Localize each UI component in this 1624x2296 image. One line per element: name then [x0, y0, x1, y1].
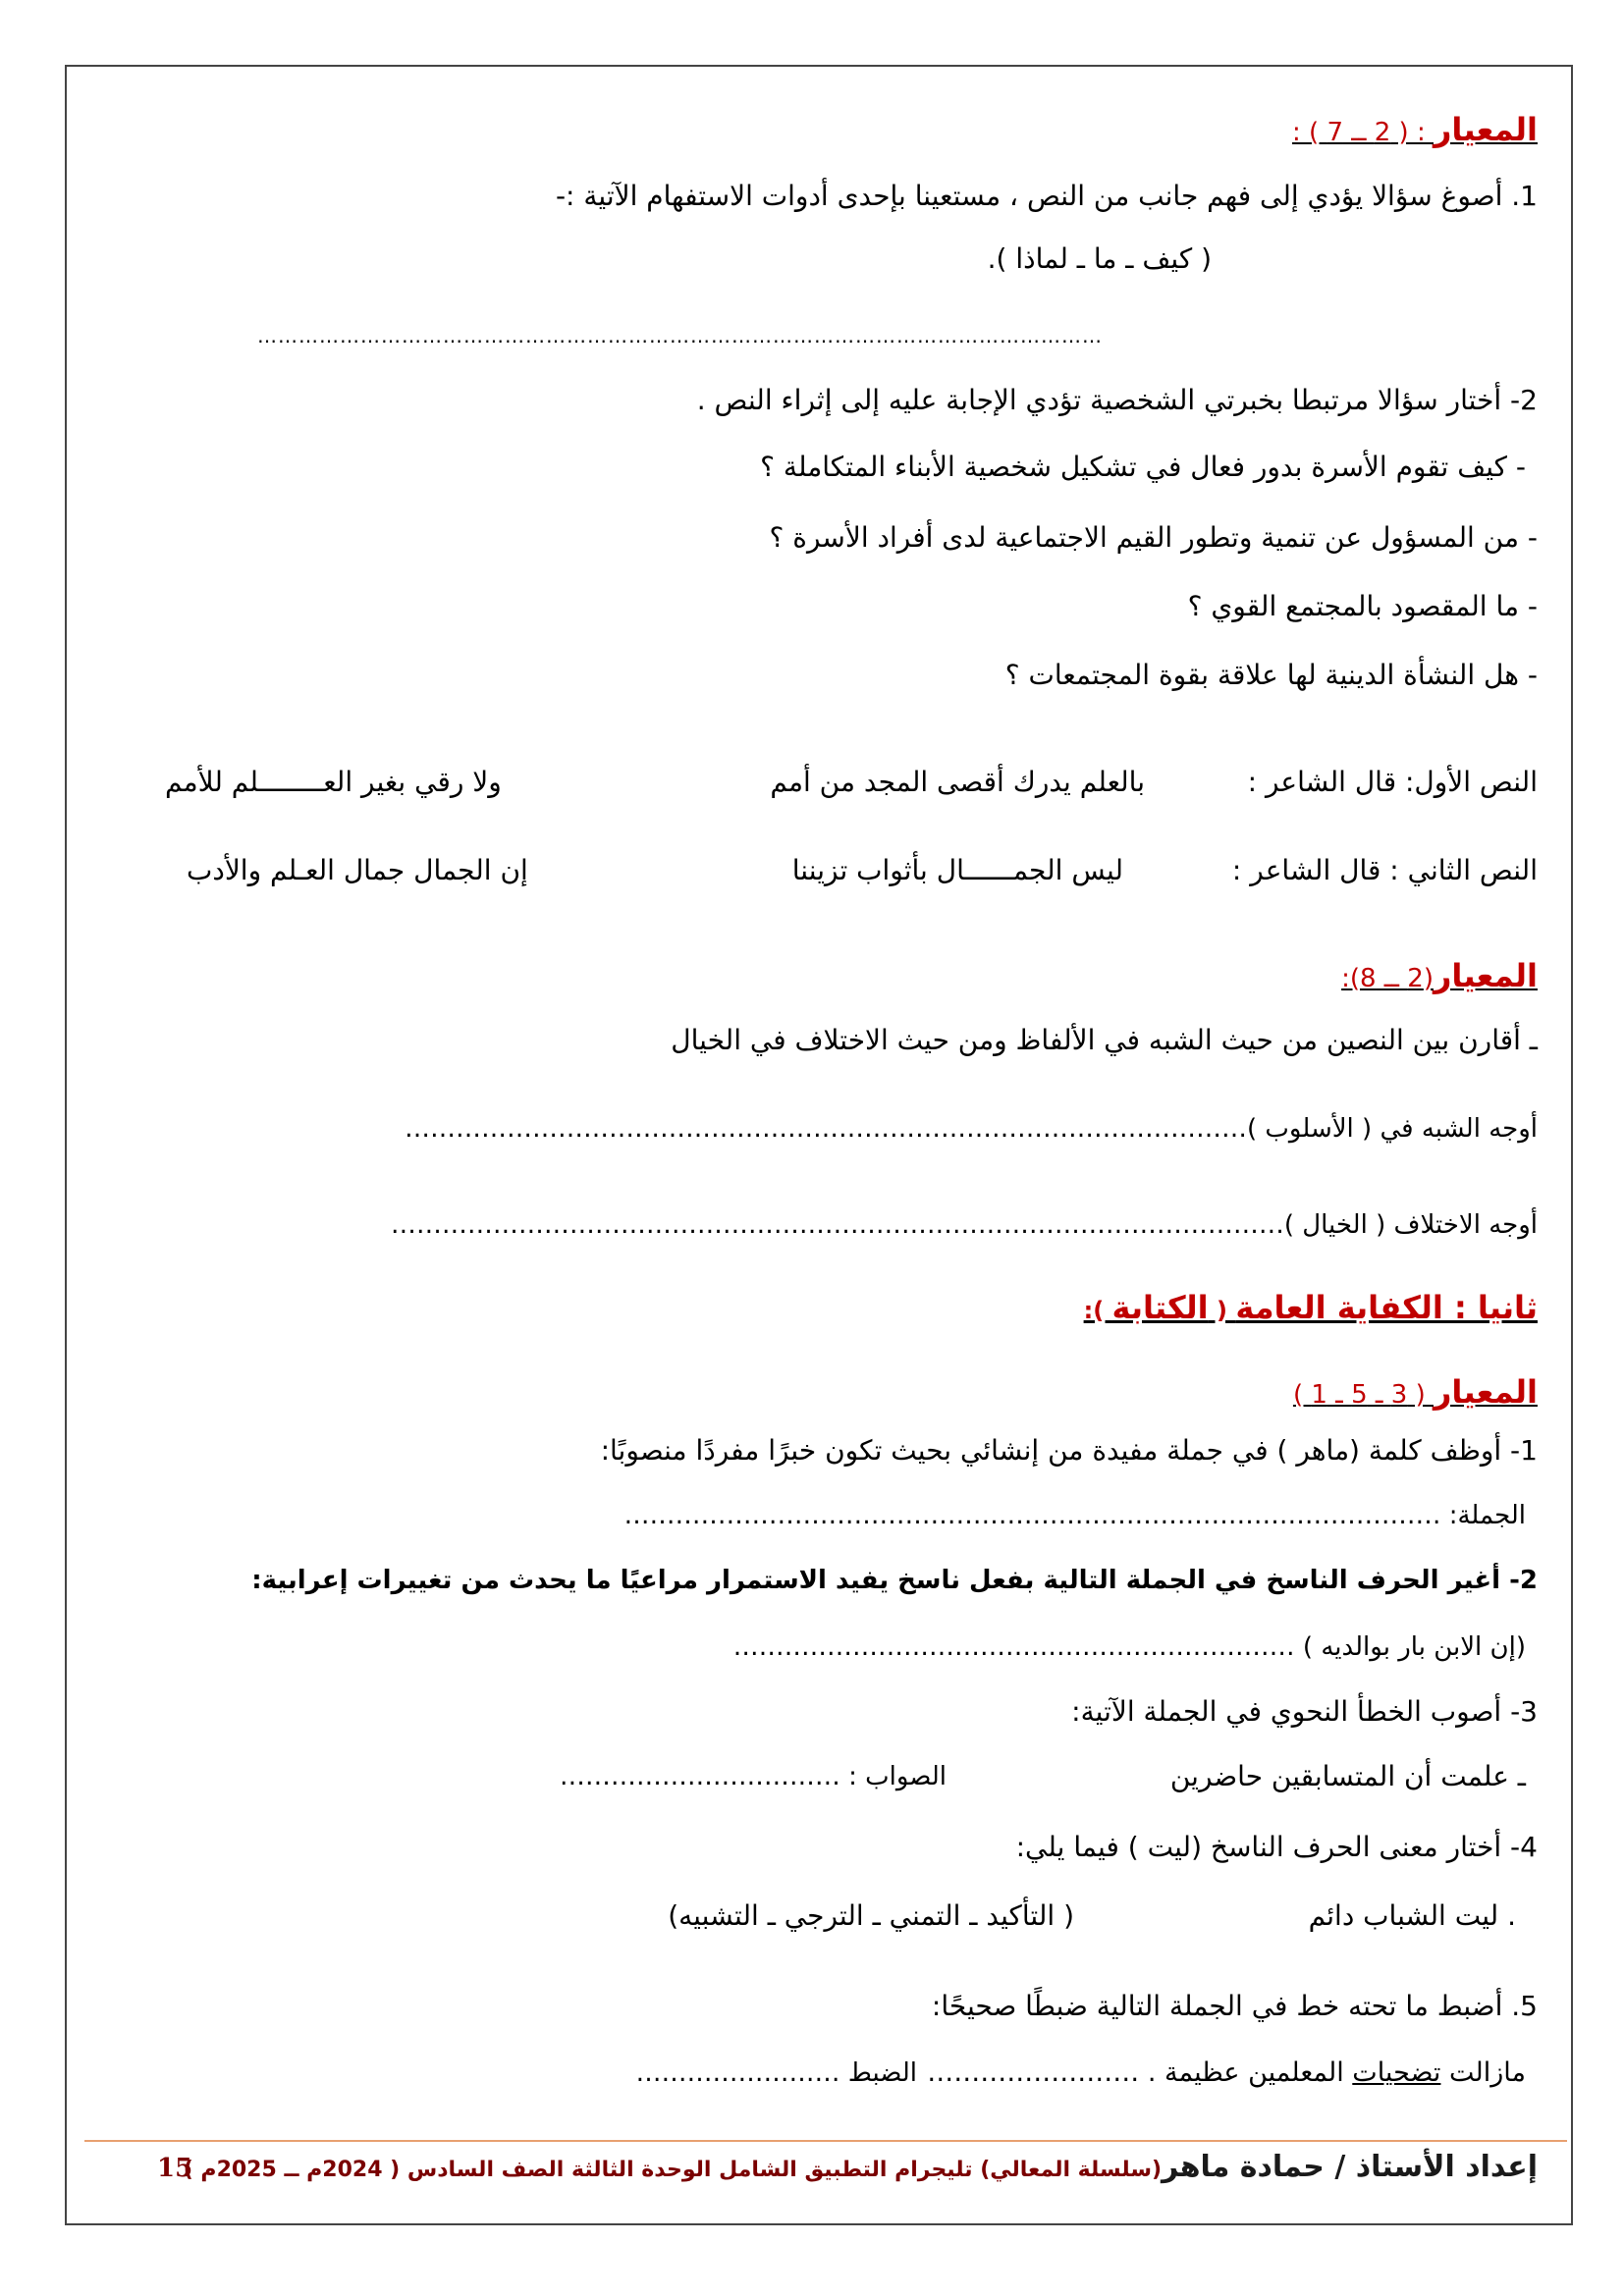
writing-q2-sentence: (إن الابن بار بوالديه ) ………………………………………………………… — [732, 1632, 1526, 1662]
writing-q5-post: المعلمين عظيمة . …………………… — [927, 2057, 1353, 2088]
section-2-subtitle: الكتابة — [1111, 1289, 1209, 1326]
section-2-heading — [1084, 1288, 1538, 1330]
writing-q3: 3- أصوب الخطأ النحوي في الجملة الآتية: — [1071, 1695, 1538, 1728]
page-number: 15 — [157, 2154, 193, 2183]
similarity-line: أوجه الشبه في ( الأسلوب )……………………………………………………………………………………… — [405, 1114, 1538, 1144]
writing-q5-sentence — [927, 2054, 1526, 2093]
criterion-word: المعيار — [1434, 1373, 1538, 1411]
criterion-heading-2 — [1341, 956, 1538, 998]
text-2-label: النص الثاني : قال الشاعر : — [1231, 854, 1538, 886]
writing-q4-sentence: . ليت الشباب دائم — [1308, 1899, 1516, 1932]
footer — [157, 2150, 1538, 2193]
footer-series: (سلسلة المعالي) تليجرام التطبيق الشامل الوحدة الثالثة الصف السادس ( 2024م ــ 2025م ) — [183, 2158, 1163, 2182]
footer-rule — [84, 2140, 1567, 2142]
text-1-label: النص الأول: قال الشاعر : — [1247, 766, 1538, 798]
text-2-hemistich-2: إن الجمال جمال العـلم والأدب — [187, 854, 528, 886]
text-1-hemistich-1: بالعلم يدرك أقصى المجد من أمم — [770, 766, 1145, 798]
criterion-word: المعيار — [1434, 957, 1538, 994]
writing-q1: 1- أوظف كلمة (ماهر ) في جملة مفيدة من إنشائي بحيث تكون خبرًا مفردًا منصوبًا: — [600, 1434, 1538, 1467]
criterion-value: ( 3 ـ 5 ـ 1 ) — [1292, 1380, 1434, 1410]
underlined-word: تضحيات — [1352, 2057, 1441, 2088]
writing-q5-fix: الضبط …………………… — [635, 2058, 917, 2088]
criterion-value: : ( 2 ــ 7 ) : — [1292, 118, 1434, 147]
difference-line: أوجه الاختلاف ( الخيال )…………………………………………………………………………………………… — [390, 1210, 1538, 1240]
criterion-heading-3 — [1293, 1372, 1538, 1415]
compare-question: ـ أقارن بين النصين من حيث الشبه في الألفاظ ومن حيث الاختلاف في الخيال — [671, 1024, 1538, 1056]
question-2-option: - هل النشأة الدينية لها علاقة بقوة المجتمعات ؟ — [1004, 659, 1538, 691]
writing-q3-sentence: ـ علمت أن المتسابقين حاضرين — [1169, 1760, 1526, 1792]
question-2-option: - من المسؤول عن تنمية وتطور القيم الاجتماعية لدى أفراد الأسرة ؟ — [769, 521, 1538, 554]
answer-line: …………………………………………………………………………………………………………… — [257, 324, 1103, 347]
text-1-hemistich-2: ولا رقي بغير العــــــــلم للأمم — [165, 766, 502, 798]
writing-q2: 2- أغير الحرف الناسخ في الجملة التالية بفعل ناسخ يفيد الاستمرار مراعيًا ما يحدث من تغييرات إعرابية: — [251, 1566, 1538, 1595]
writing-q4-options: ( التأكيد ـ التمني ـ الترجي ـ التشبيه) — [668, 1899, 1074, 1932]
writing-q5-pre: مازالت — [1440, 2057, 1526, 2088]
section-2-paren-close: ): — [1083, 1297, 1112, 1324]
criterion-heading-1 — [1292, 110, 1538, 152]
criterion-value: (2 ــ 8): — [1341, 964, 1434, 993]
question-1: 1. أصوغ سؤالا يؤدي إلى فهم جانب من النص ، مستعينا بإحدى أدوات الاستفهام الآتية :- — [555, 180, 1538, 212]
footer-author: إعداد الأستاذ / حمادة ماهر — [1162, 2150, 1538, 2184]
section-2-paren-open: ( — [1208, 1297, 1236, 1324]
criterion-word: المعيار — [1434, 111, 1538, 148]
writing-q4: 4- أختار معنى الحرف الناسخ (ليت ) فيما يلي: — [1015, 1831, 1538, 1863]
writing-q1-answer: الجملة: …………………………………………………………………………………… — [623, 1501, 1526, 1530]
question-2-option: - كيف تقوم الأسرة بدور فعال في تشكيل شخصية الأبناء المتكاملة ؟ — [760, 451, 1526, 483]
question-1-options: ( كيف ـ ما ـ لماذا ). — [987, 242, 1212, 275]
text-2-hemistich-1: ليس الجمــــــال بأثواب تزيننا — [791, 854, 1123, 886]
question-2-option: - ما المقصود بالمجتمع القوي ؟ — [1187, 590, 1538, 622]
question-2: 2- أختار سؤالا مرتبطا بخبرتي الشخصية تؤدي الإجابة عليه إلى إثراء النص . — [696, 384, 1538, 416]
section-2-title: ثانيا : الكفاية العامة — [1235, 1289, 1538, 1326]
writing-q5: 5. أضبط ما تحته خط في الجملة التالية ضبطًا صحيحًا: — [931, 1990, 1538, 2022]
writing-q3-fix: الصواب : …………………………… — [559, 1762, 947, 1791]
